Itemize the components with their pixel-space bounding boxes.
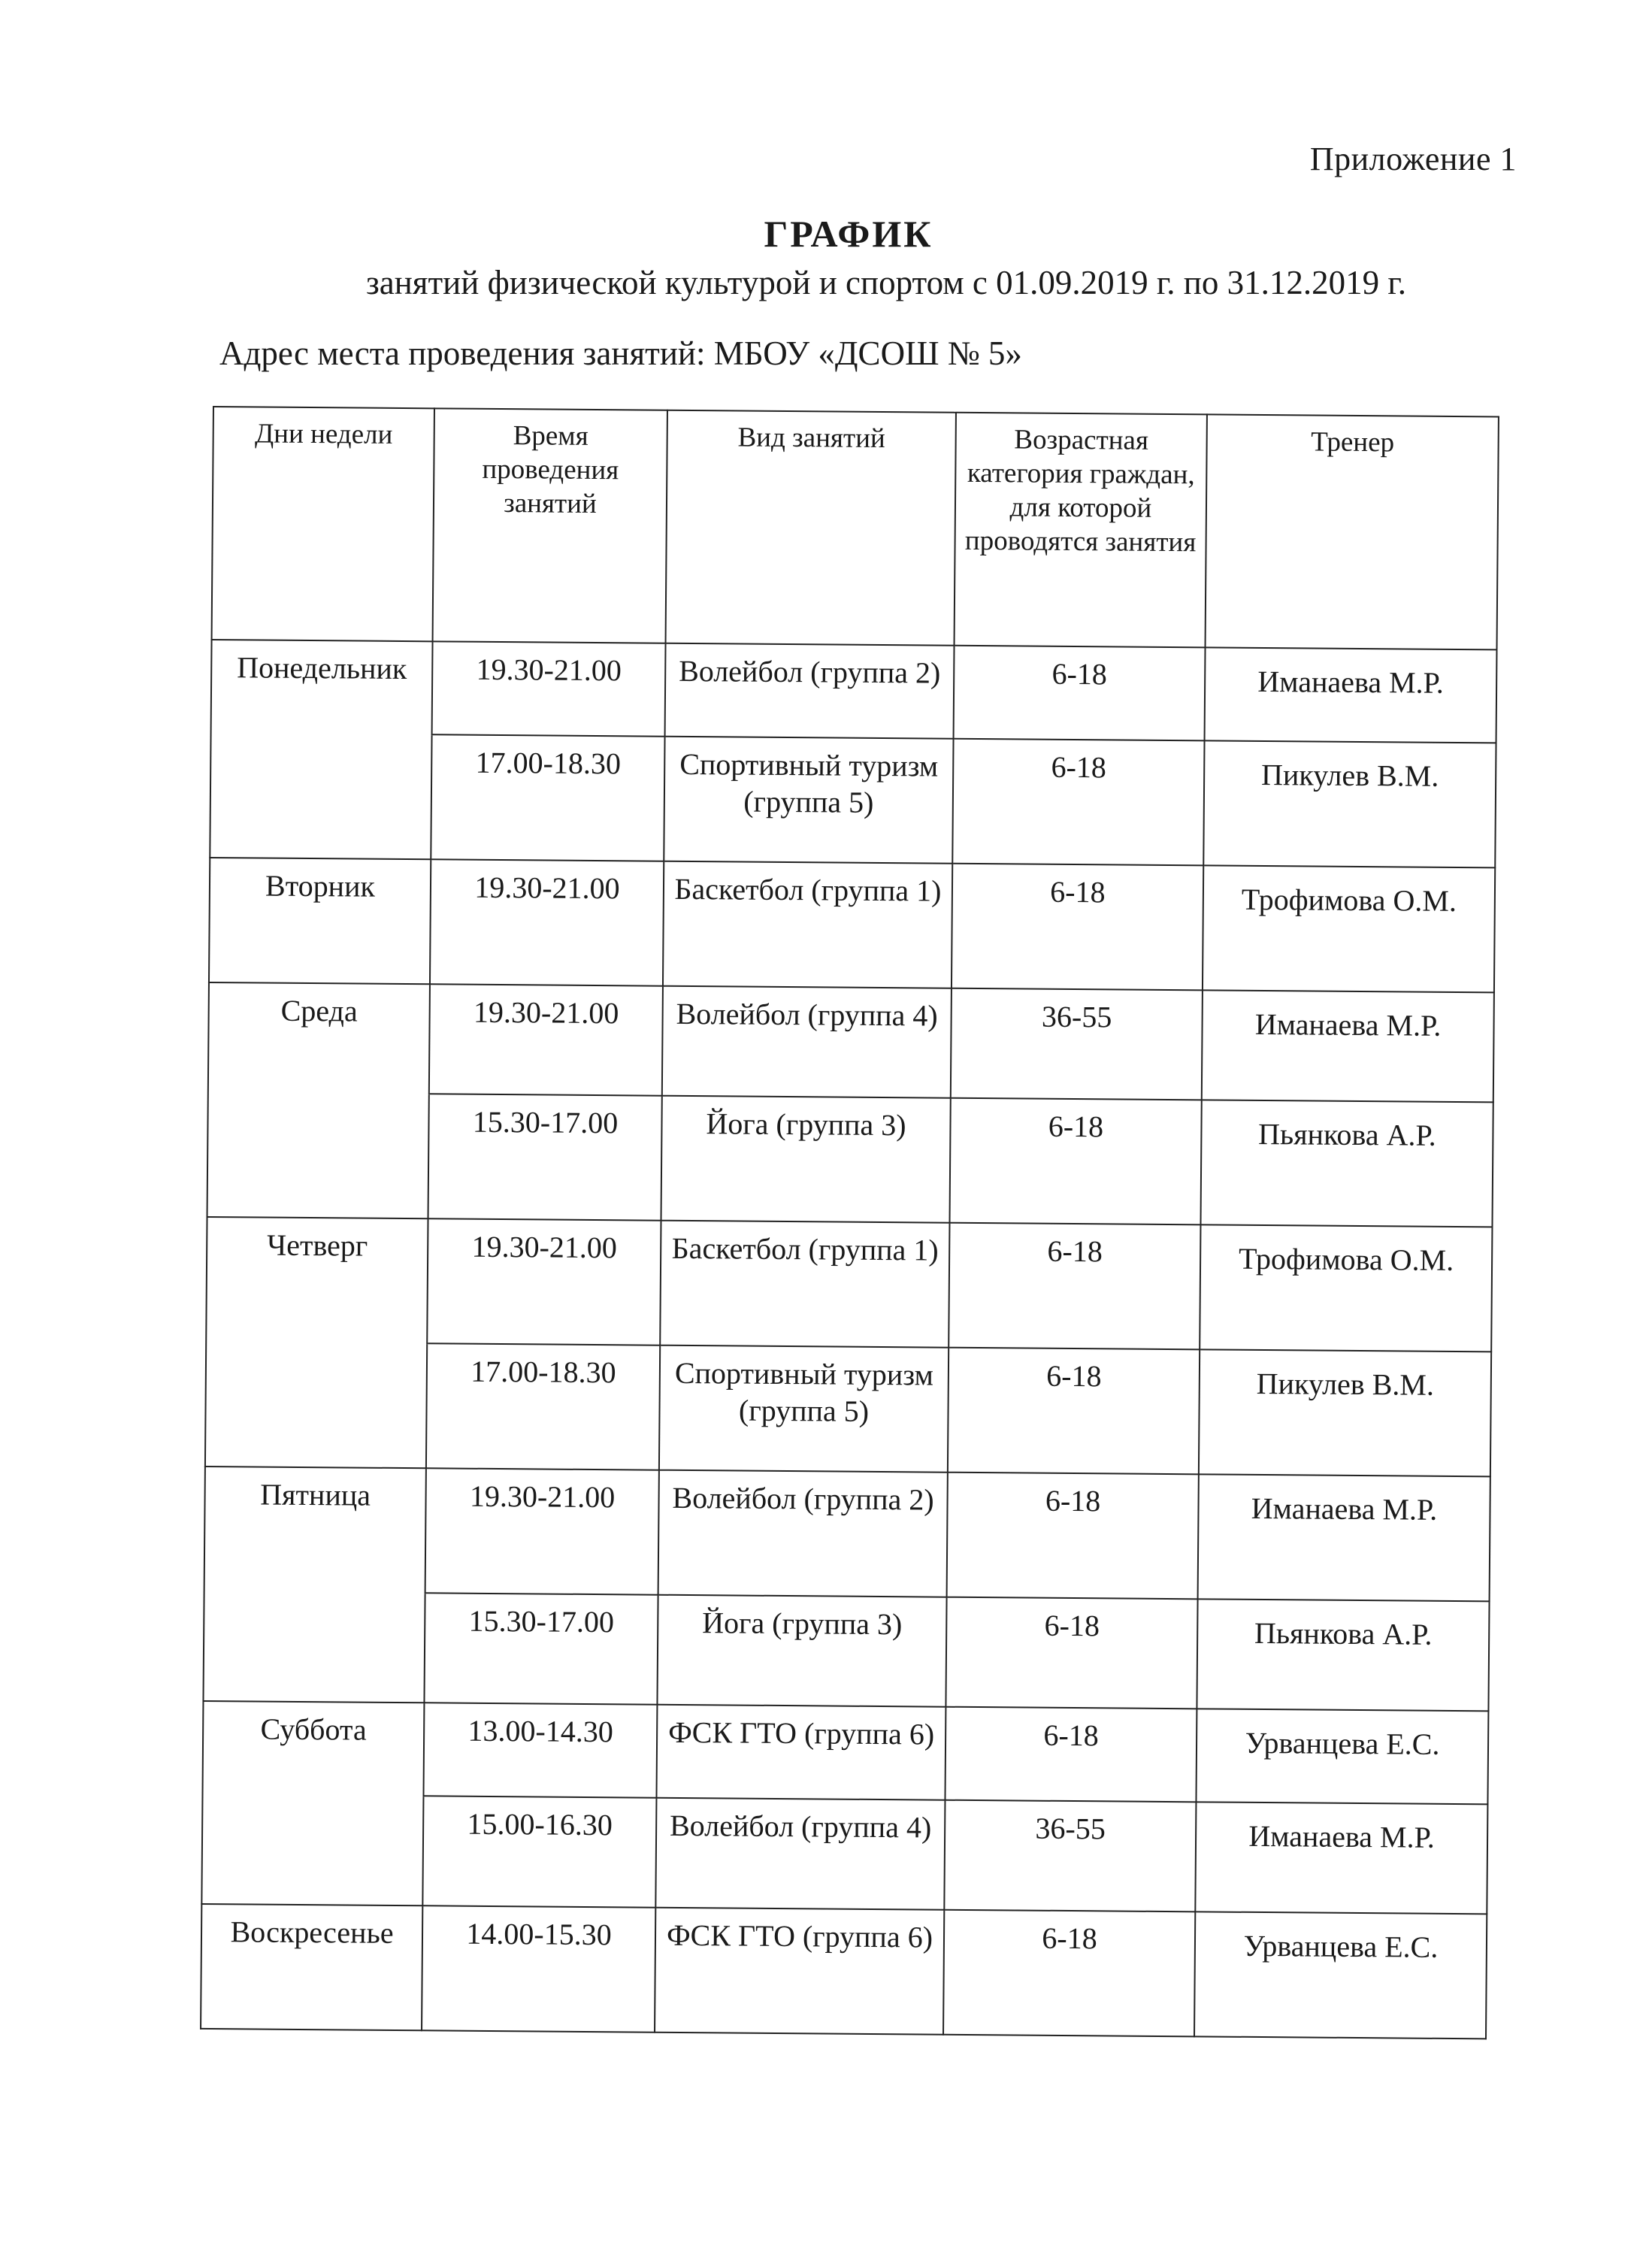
appendix-label: Приложение 1 — [1309, 141, 1517, 177]
table-row — [209, 858, 1495, 992]
cell-age: 6-18 — [947, 1473, 1199, 1600]
cell-type: Спортивный туризм (группа 5) — [664, 737, 953, 864]
cell-trainer: Иманаева М.Р. — [1202, 990, 1494, 1102]
schedule-table — [200, 406, 1499, 2039]
cell-age: 6-18 — [949, 1223, 1200, 1350]
cell-day: Пятница — [204, 1467, 426, 1593]
table-row — [207, 1092, 1493, 1227]
cell-day: Четверг — [206, 1217, 428, 1343]
table-row — [206, 1217, 1492, 1351]
cell-trainer: Иманаева М.Р. — [1195, 1802, 1487, 1914]
header-trainer: Тренер — [1206, 414, 1499, 649]
cell-age: 6-18 — [954, 646, 1206, 741]
cell-day — [201, 1794, 423, 1905]
cell-day: Воскресенье — [201, 1904, 422, 2030]
document-subtitle: занятий физической культурой и спортом с 01.09.2019 г. по 31.12.2019 г. — [365, 264, 1407, 301]
cell-time: 19.30-21.00 — [425, 1468, 659, 1594]
table-row — [202, 1701, 1488, 1804]
cell-day: Среда — [208, 982, 430, 1094]
header-type: Вид занятий — [666, 410, 956, 646]
cell-age: 6-18 — [952, 739, 1204, 866]
cell-type: Волейбол (группа 4) — [662, 986, 952, 1098]
cell-trainer: Урванцева Е.С. — [1194, 1911, 1487, 2039]
cell-trainer: Иманаева М.Р. — [1205, 647, 1497, 743]
cell-time: 19.30-21.00 — [432, 641, 666, 736]
cell-type: Баскетбол (группа 1) — [663, 861, 952, 988]
header-time: Время проведения занятий — [433, 408, 667, 643]
table-row — [210, 733, 1496, 867]
cell-day: Вторник — [209, 858, 431, 984]
cell-type: Спортивный туризм (группа 5) — [659, 1345, 949, 1473]
cell-trainer: Пьянкова А.Р. — [1200, 1100, 1493, 1227]
cell-age: 6-18 — [949, 1098, 1201, 1225]
cell-time: 15.30-17.00 — [428, 1094, 662, 1220]
table-row — [205, 1342, 1491, 1476]
cell-type: Баскетбол (группа 1) — [660, 1221, 949, 1348]
cell-age: 6-18 — [945, 1707, 1197, 1802]
cell-age: 36-55 — [951, 988, 1203, 1100]
cell-time: 19.30-21.00 — [430, 859, 664, 985]
cell-time: 13.00-14.30 — [423, 1703, 657, 1797]
table-header-row — [212, 407, 1499, 649]
cell-type: Волейбол (группа 2) — [665, 643, 955, 739]
cell-time: 19.30-21.00 — [427, 1218, 661, 1345]
table-row — [204, 1467, 1490, 1601]
cell-day: Понедельник — [211, 640, 433, 734]
table-row — [208, 982, 1494, 1102]
cell-type: Йога (группа 3) — [657, 1595, 946, 1707]
cell-trainer: Пикулев В.М. — [1203, 740, 1496, 867]
cell-age: 6-18 — [943, 1910, 1195, 2037]
cell-time: 15.00-16.30 — [422, 1796, 656, 1907]
table-row — [201, 1794, 1487, 1914]
document-title: ГРАФИК — [764, 213, 933, 255]
cell-trainer: Урванцева Е.С. — [1196, 1709, 1488, 1804]
cell-day — [203, 1591, 425, 1703]
cell-time: 19.30-21.00 — [429, 984, 663, 1095]
cell-trainer: Пьянкова А.Р. — [1197, 1599, 1489, 1711]
table-row — [211, 640, 1497, 743]
cell-type: ФСК ГТО (группа 6) — [656, 1705, 946, 1800]
cell-time: 17.00-18.30 — [426, 1343, 660, 1470]
cell-age: 6-18 — [948, 1348, 1200, 1475]
cell-time: 14.00-15.30 — [422, 1905, 655, 2032]
cell-day — [205, 1342, 427, 1468]
cell-type: Йога (группа 3) — [661, 1096, 951, 1223]
header-age: Возрастная категория граждан, для которой проводятся занятия — [955, 413, 1207, 648]
cell-trainer: Пикулев В.М. — [1199, 1349, 1491, 1476]
cell-trainer: Иманаева М.Р. — [1198, 1474, 1490, 1601]
cell-type: ФСК ГТО (группа 6) — [655, 1908, 944, 2035]
cell-time: 17.00-18.30 — [431, 734, 664, 861]
cell-day — [210, 733, 431, 859]
cell-time: 15.30-17.00 — [424, 1593, 658, 1704]
table-row — [203, 1591, 1489, 1711]
table-row — [201, 1904, 1487, 2039]
cell-day — [207, 1092, 429, 1218]
cell-age: 6-18 — [946, 1597, 1197, 1709]
address-line: Адрес места проведения занятий: МБОУ «ДСОШ № 5» — [219, 334, 1022, 372]
cell-age: 6-18 — [952, 864, 1203, 991]
cell-trainer: Трофимова О.М. — [1200, 1224, 1492, 1351]
cell-trainer: Трофимова О.М. — [1203, 865, 1495, 992]
header-day: Дни недели — [212, 407, 434, 641]
cell-type: Волейбол (группа 4) — [655, 1798, 945, 1910]
cell-day: Суббота — [202, 1701, 424, 1796]
cell-age: 36-55 — [944, 1800, 1196, 1912]
cell-type: Волейбол (группа 2) — [658, 1470, 948, 1597]
